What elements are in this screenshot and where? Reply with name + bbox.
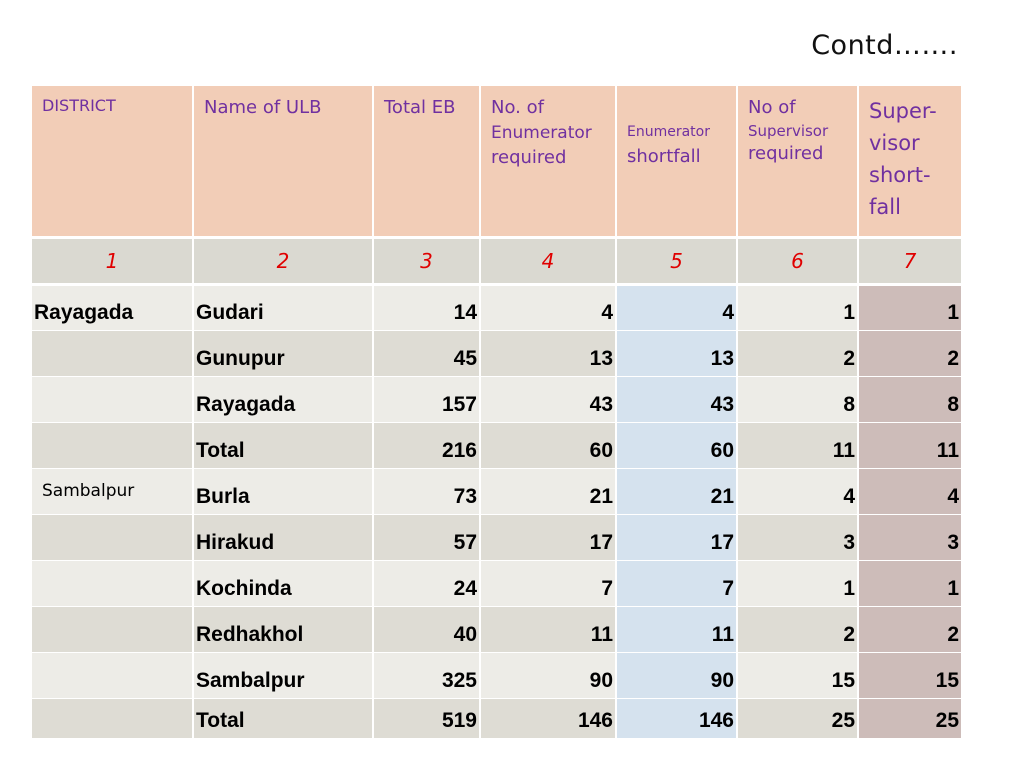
enum-short-cell: 43 <box>616 376 737 422</box>
sup-short-cell: 3 <box>858 514 961 560</box>
ulb-cell: Sambalpur <box>193 652 373 698</box>
district-cell <box>32 376 193 422</box>
total-eb-cell: 157 <box>373 376 480 422</box>
column-number: 6 <box>737 237 858 284</box>
sup-short-cell: 8 <box>858 376 961 422</box>
district-cell <box>32 652 193 698</box>
district-cell: Sambalpur <box>32 468 193 514</box>
enum-req-cell: 146 <box>480 698 616 738</box>
sup-req-cell: 25 <box>737 698 858 738</box>
district-cell <box>32 422 193 468</box>
header-supervisor-required <box>737 86 858 237</box>
column-number: 7 <box>858 237 961 284</box>
table-row <box>32 606 961 652</box>
header-ulb <box>193 86 373 237</box>
ulb-cell: Redhakhol <box>193 606 373 652</box>
table-row <box>32 422 961 468</box>
header-enumerator-shortfall <box>616 86 737 237</box>
total-eb-cell: 216 <box>373 422 480 468</box>
table-row <box>32 376 961 422</box>
enum-short-cell: 11 <box>616 606 737 652</box>
table-row <box>32 514 961 560</box>
enum-short-cell: 17 <box>616 514 737 560</box>
ulb-cell: Gudari <box>193 284 373 330</box>
header-sup-short-line1: Super- <box>869 99 937 123</box>
sup-short-cell: 4 <box>858 468 961 514</box>
ulb-cell: Gunupur <box>193 330 373 376</box>
total-eb-cell: 73 <box>373 468 480 514</box>
header-total-eb-text: Total EB <box>384 97 456 118</box>
ulb-cell: Total <box>193 698 373 738</box>
header-enum-short-line2: shortfall <box>627 146 701 167</box>
sup-req-cell: 3 <box>737 514 858 560</box>
header-district-text: DISTRICT <box>42 96 116 115</box>
header-sup-short-line3: short- <box>869 163 931 187</box>
district-cell <box>32 514 193 560</box>
header-enumerator-required <box>480 86 616 237</box>
table-row <box>32 652 961 698</box>
district-cell <box>32 330 193 376</box>
sup-short-cell: 15 <box>858 652 961 698</box>
sup-short-cell: 1 <box>858 284 961 330</box>
enum-req-cell: 7 <box>480 560 616 606</box>
column-number: 1 <box>32 237 193 284</box>
header-sup-short-line2: visor <box>869 131 920 155</box>
sup-req-cell: 4 <box>737 468 858 514</box>
enum-req-cell: 4 <box>480 284 616 330</box>
enum-req-cell: 17 <box>480 514 616 560</box>
sup-short-cell: 1 <box>858 560 961 606</box>
column-number: 4 <box>480 237 616 284</box>
header-total-eb <box>373 86 480 237</box>
enum-short-cell: 90 <box>616 652 737 698</box>
table-header-row <box>32 86 961 237</box>
total-eb-cell: 325 <box>373 652 480 698</box>
enum-short-cell: 7 <box>616 560 737 606</box>
sup-req-cell: 15 <box>737 652 858 698</box>
header-enum-req-line1: No. of <box>491 97 544 118</box>
enum-req-cell: 90 <box>480 652 616 698</box>
ulb-cell: Total <box>193 422 373 468</box>
enum-req-cell: 21 <box>480 468 616 514</box>
header-sup-short-line4: fall <box>869 195 901 219</box>
total-eb-cell: 40 <box>373 606 480 652</box>
total-eb-cell: 24 <box>373 560 480 606</box>
column-number: 5 <box>616 237 737 284</box>
enum-short-cell: 146 <box>616 698 737 738</box>
column-number: 3 <box>373 237 480 284</box>
enum-req-cell: 43 <box>480 376 616 422</box>
header-enum-req-line3: required <box>491 147 567 168</box>
table-row <box>32 468 961 514</box>
sup-short-cell: 25 <box>858 698 961 738</box>
sup-short-cell: 2 <box>858 330 961 376</box>
district-cell: Rayagada <box>32 284 193 330</box>
ulb-cell: Burla <box>193 468 373 514</box>
sup-req-cell: 11 <box>737 422 858 468</box>
sup-short-cell: 11 <box>858 422 961 468</box>
table-row <box>32 330 961 376</box>
enum-short-cell: 4 <box>616 284 737 330</box>
district-cell <box>32 606 193 652</box>
table-row <box>32 698 961 738</box>
table-row <box>32 560 961 606</box>
total-eb-cell: 14 <box>373 284 480 330</box>
total-eb-cell: 57 <box>373 514 480 560</box>
total-eb-cell: 519 <box>373 698 480 738</box>
enum-req-cell: 11 <box>480 606 616 652</box>
column-number: 2 <box>193 237 373 284</box>
contd-label: Contd……. <box>811 30 958 61</box>
header-sup-req-line3: required <box>748 143 824 164</box>
enum-short-cell: 60 <box>616 422 737 468</box>
column-number-row <box>32 237 961 284</box>
enumerator-supervisor-table <box>32 86 961 739</box>
district-cell <box>32 698 193 738</box>
enum-short-cell: 21 <box>616 468 737 514</box>
ulb-cell: Kochinda <box>193 560 373 606</box>
sup-req-cell: 1 <box>737 560 858 606</box>
header-supervisor-shortfall <box>858 86 961 237</box>
header-enum-short-line1: Enumerator <box>627 124 710 140</box>
header-ulb-text: Name of ULB <box>204 97 322 118</box>
header-sup-req-line1: No of <box>748 97 796 118</box>
ulb-cell: Hirakud <box>193 514 373 560</box>
district-cell <box>32 560 193 606</box>
sup-short-cell: 2 <box>858 606 961 652</box>
header-sup-req-line2: Supervisor <box>748 122 829 140</box>
sup-req-cell: 2 <box>737 606 858 652</box>
enum-req-cell: 60 <box>480 422 616 468</box>
table-row <box>32 284 961 330</box>
header-enum-req-line2: Enumerator <box>491 123 592 143</box>
sup-req-cell: 1 <box>737 284 858 330</box>
total-eb-cell: 45 <box>373 330 480 376</box>
header-district <box>32 86 193 237</box>
sup-req-cell: 8 <box>737 376 858 422</box>
ulb-cell: Rayagada <box>193 376 373 422</box>
enum-short-cell: 13 <box>616 330 737 376</box>
sup-req-cell: 2 <box>737 330 858 376</box>
enum-req-cell: 13 <box>480 330 616 376</box>
